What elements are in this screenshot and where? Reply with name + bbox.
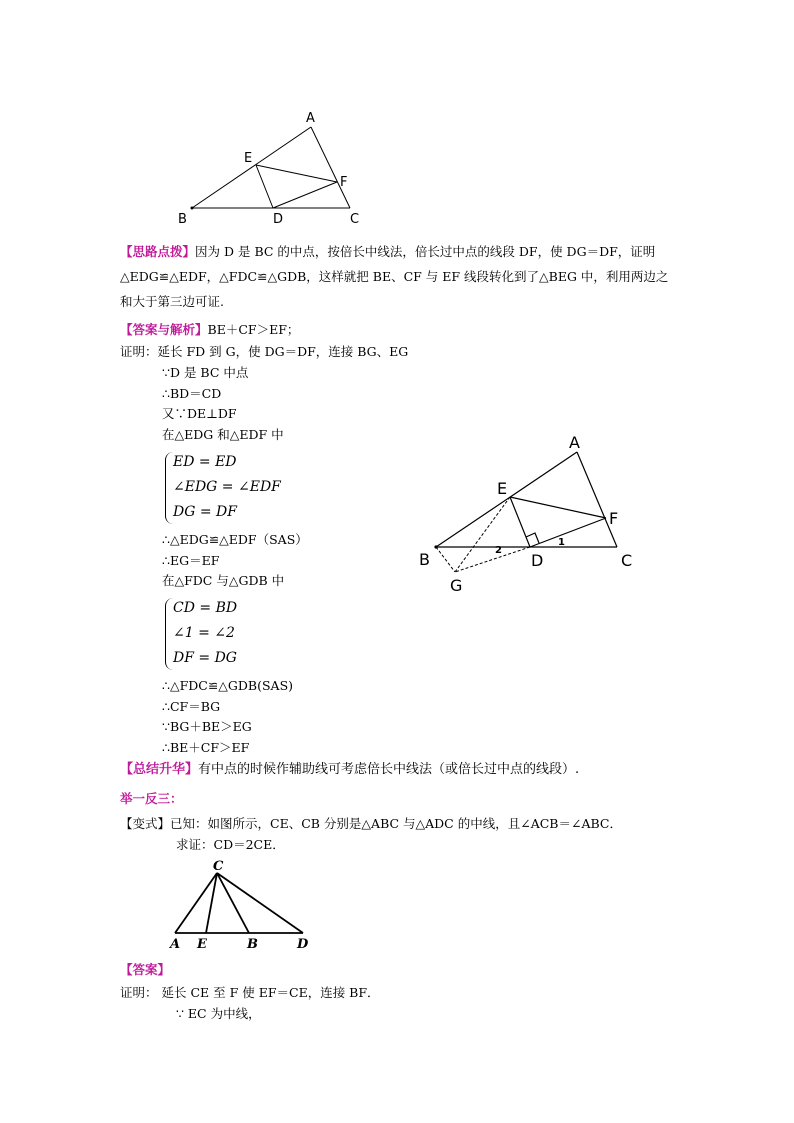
seg2-ED xyxy=(510,497,530,547)
seg3-CD xyxy=(217,873,303,933)
proof-line-1: 证明：延长 FD 到 G，使 DG＝DF，连接 BG、EG xyxy=(120,344,409,359)
label2-D: D xyxy=(531,551,544,570)
proof-mid-3: 在△FDC 与△GDB 中 xyxy=(162,573,285,588)
variant-tag: 【变式】 xyxy=(120,816,171,831)
answer2-line2: ∵ EC 为中线， xyxy=(176,1006,261,1021)
seg-AC xyxy=(311,127,350,208)
answer2-line1: 证明： 延长 CE 至 F 使 EF＝CE，连接 BF． xyxy=(120,985,380,1000)
summary-line xyxy=(120,762,579,778)
label2-F: F xyxy=(609,509,619,528)
proof-mid-1: ∴△EDG≌△EDF（SAS） xyxy=(162,532,308,547)
seg2-AC xyxy=(577,452,617,547)
label-F: F xyxy=(340,175,348,190)
system2-eq3: DF = DG xyxy=(173,650,237,666)
brace-1 xyxy=(165,452,173,524)
hint-tag: 【思路点拨】 xyxy=(120,244,196,259)
figure-triangle-1 xyxy=(170,105,370,230)
seg3-CB xyxy=(217,873,249,933)
proof-line-4: 又∵DE⊥DF xyxy=(162,406,237,421)
seg2-DF xyxy=(530,518,606,547)
answer-text: BE＋CF＞EF； xyxy=(207,322,300,337)
variant-prove: 求证：CD＝2CE． xyxy=(176,837,285,852)
label3-A: A xyxy=(170,937,181,952)
seg-BA xyxy=(192,127,311,208)
seg-DF xyxy=(273,182,337,208)
variant-line xyxy=(120,816,622,832)
proof-line-5: 在△EDG 和△EDF 中 xyxy=(162,427,284,442)
answer-tag: 【答案与解析】 xyxy=(120,322,208,337)
seg2-EG xyxy=(455,497,510,572)
label2-A: A xyxy=(569,433,580,452)
label3-B: B xyxy=(247,937,258,952)
answer2-tag: 【答案】 xyxy=(120,962,171,977)
seg2-EF xyxy=(510,497,606,518)
seg2-DG xyxy=(455,547,530,572)
label3-D: D xyxy=(297,937,309,952)
summary-tag: 【总结升华】 xyxy=(120,762,199,777)
answer-line xyxy=(120,322,299,338)
summary-text: 有中点的时候作辅助线可考虑倍长中线法（或倍长过中点的线段）. xyxy=(198,762,580,777)
seg-ED xyxy=(256,165,273,208)
label2-B: B xyxy=(419,550,430,569)
seg2-BG xyxy=(436,547,455,572)
proof-end-3: ∵BG＋BE＞EG xyxy=(162,719,252,734)
system1-eq1: ED = ED xyxy=(173,454,237,470)
proof-end-2: ∴CF＝BG xyxy=(162,699,221,714)
label2-angle1: 1 xyxy=(558,537,565,548)
system1-eq3: DG = DF xyxy=(173,504,237,520)
variant-text: 已知：如图所示，CE、CB 分别是△ABC 与△ADC 的中线，且∠ACB＝∠ABC． xyxy=(170,816,622,831)
label-C: C xyxy=(350,212,360,227)
brace-2 xyxy=(165,598,173,670)
label3-C: C xyxy=(213,859,224,874)
proof-end-1: ∴△FDC≌△GDB(SAS) xyxy=(162,678,294,693)
seg2-BA xyxy=(436,452,577,547)
system2-eq2: ∠1 = ∠2 xyxy=(173,625,235,641)
label-D: D xyxy=(273,212,284,227)
proof-line-3: ∴BD＝CD xyxy=(162,386,222,401)
label-A: A xyxy=(306,111,315,126)
figure-triangle-3 xyxy=(165,855,325,955)
figure-triangle-2 xyxy=(410,428,650,598)
label2-C: C xyxy=(621,551,633,570)
proof-end-4: ∴BE＋CF＞EF xyxy=(162,740,250,755)
label3-E: E xyxy=(197,937,207,952)
proof-line-2: ∵D 是 BC 中点 xyxy=(162,365,249,380)
label2-E: E xyxy=(497,479,508,498)
label2-G: G xyxy=(450,576,463,595)
label-E: E xyxy=(244,151,253,166)
hint-paragraph xyxy=(120,239,680,314)
hint-text: 因为 D 是 BC 的中点，按倍长中线法，倍长过中点的线段 DF，使 DG＝DF，证明△EDG≌△EDF，△FDC≌△GDB，这样就把 BE、CF 与 EF 线段转化到了△BEG 中，利用两边之和大于第三边可证. xyxy=(120,244,669,309)
system1-eq2: ∠EDG = ∠EDF xyxy=(173,479,281,495)
proof-mid-2: ∴EG＝EF xyxy=(162,553,220,568)
example-title: 举一反三： xyxy=(120,791,183,806)
system2-eq1: CD = BD xyxy=(173,600,238,616)
label2-angle2: 2 xyxy=(495,545,502,556)
label-B: B xyxy=(178,212,187,227)
seg-EF xyxy=(256,165,337,182)
